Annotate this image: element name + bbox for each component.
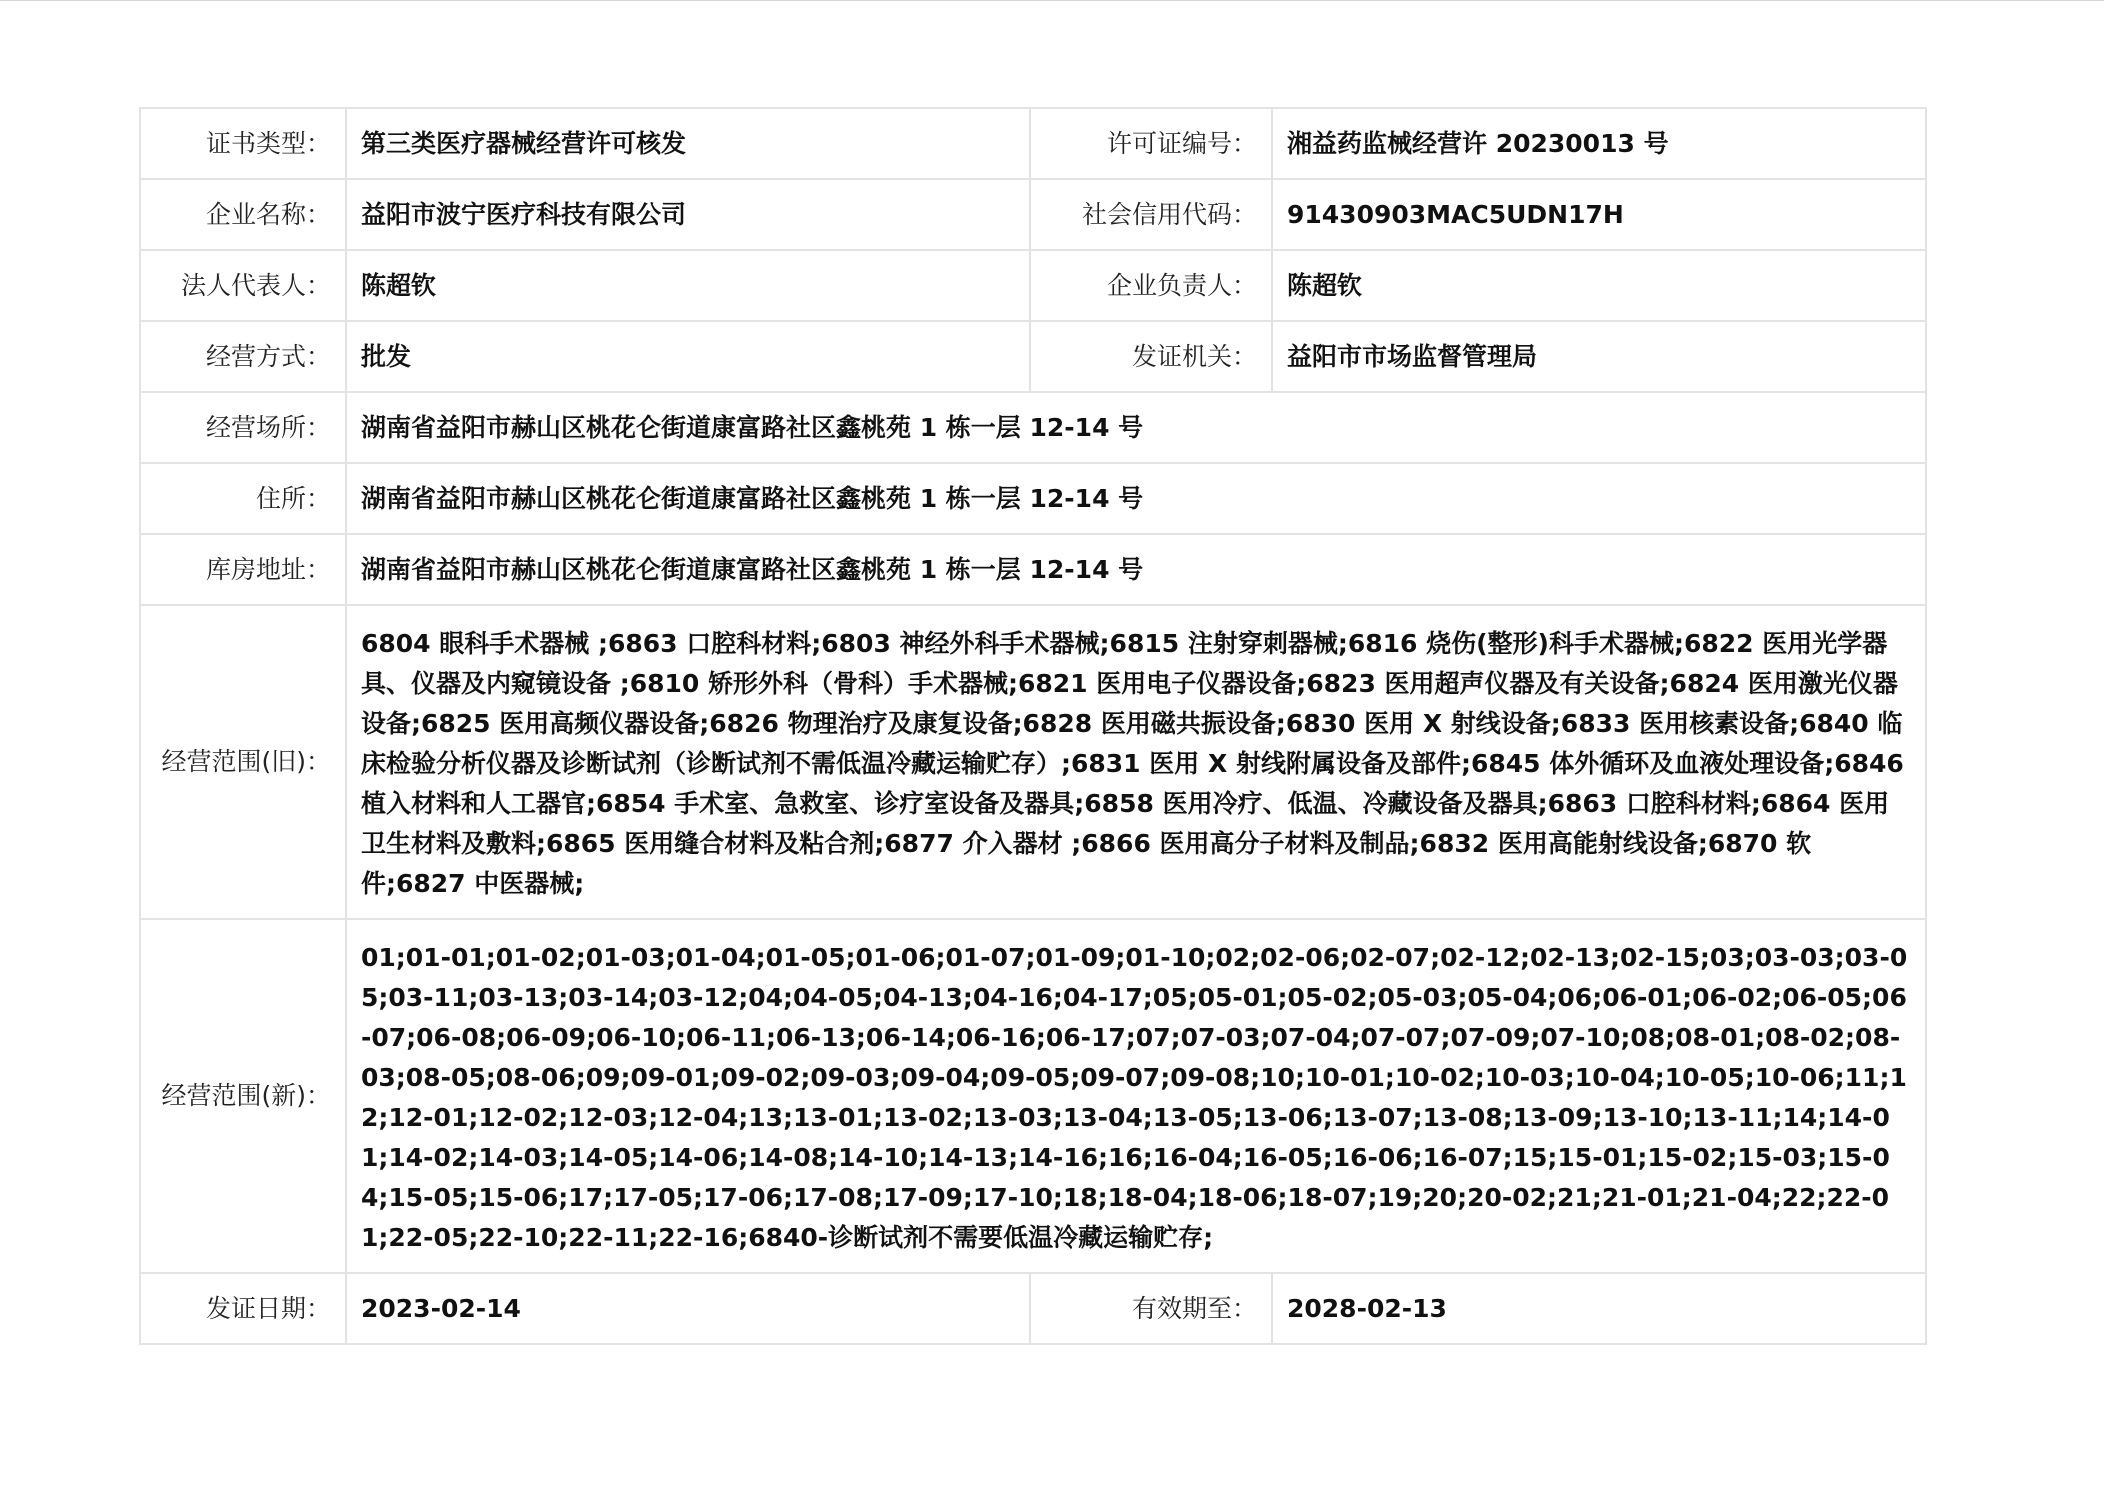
row-mode-authority — [140, 321, 1926, 392]
premises-label: 经营场所： — [140, 392, 346, 463]
issuing-authority-value: 益阳市市场监督管理局 — [1272, 321, 1926, 392]
credit-code-label: 社会信用代码： — [1030, 179, 1272, 250]
row-scope-new — [140, 919, 1926, 1273]
license-number-value: 湘益药监械经营许 20230013 号 — [1272, 108, 1926, 179]
residence-label: 住所： — [140, 463, 346, 534]
row-scope-old — [140, 605, 1926, 919]
company-name-label: 企业名称： — [140, 179, 346, 250]
row-company — [140, 179, 1926, 250]
license-info-table — [139, 107, 1927, 1345]
principal-label: 企业负责人： — [1030, 250, 1272, 321]
row-cert-type — [140, 108, 1926, 179]
warehouse-value: 湖南省益阳市赫山区桃花仑街道康富路社区鑫桃苑 1 栋一层 12-14 号 — [346, 534, 1926, 605]
row-residence — [140, 463, 1926, 534]
scope-old-value: 6804 眼科手术器械 ;6863 口腔科材料;6803 神经外科手术器械;6815 注射穿刺器械;6816 烧伤(整形)科手术器械;6822 医用光学器具、仪器及内窥镜设备 ;6810 矫形外科（骨科）手术器械;6821 医用电子仪器设备;6823 医用超声仪器及有关设备;6824 医用激光仪器设备;6825 医用高频仪器设备;6826 物理治疗及康复设备;6828 医用磁共振设备;6830 医用 X 射线设备;6833 医用核素设备;6840 临床检验分析仪器及诊断试剂（诊断试剂不需低温冷藏运输贮存）;6831 医用 X 射线附属设备及部件;6845 体外循环及血液处理设备;6846 植入材料和人工器官;6854 手术室、急救室、诊疗室设备及器具;6858 医用冷疗、低温、冷藏设备及器具;6863 口腔科材料;6864 医用卫生材料及敷料;6865 医用缝合材料及粘合剂;6877 介入器材 ;6866 医用高分子材料及制品;6832 医用高能射线设备;6870 软件;6827 中医器械; — [346, 605, 1926, 919]
cert-type-label: 证书类型： — [140, 108, 346, 179]
business-mode-value: 批发 — [346, 321, 1030, 392]
row-dates — [140, 1273, 1926, 1344]
residence-value: 湖南省益阳市赫山区桃花仑街道康富路社区鑫桃苑 1 栋一层 12-14 号 — [346, 463, 1926, 534]
valid-until-value: 2028-02-13 — [1272, 1273, 1926, 1344]
credit-code-value: 91430903MAC5UDN17H — [1272, 179, 1926, 250]
license-number-label: 许可证编号： — [1030, 108, 1272, 179]
warehouse-label: 库房地址： — [140, 534, 346, 605]
issue-date-label: 发证日期： — [140, 1273, 346, 1344]
legal-rep-label: 法人代表人： — [140, 250, 346, 321]
company-name-value: 益阳市波宁医疗科技有限公司 — [346, 179, 1030, 250]
legal-rep-value: 陈超钦 — [346, 250, 1030, 321]
scope-old-label: 经营范围(旧)： — [140, 605, 346, 919]
scope-new-value: 01;01-01;01-02;01-03;01-04;01-05;01-06;01-07;01-09;01-10;02;02-06;02-07;02-12;02-13;02-15;03;03-03;03-05;03-11;03-13;03-14;03-12;04;04-05;04-13;04-16;04-17;05;05-01;05-02;05-03;05-04;06;06-01;06-02;06-05;06-07;06-08;06-09;06-10;06-11;06-13;06-14;06-16;06-17;07;07-03;07-04;07-07;07-09;07-10;08;08-01;08-02;08-03;08-05;08-06;09;09-01;09-02;09-03;09-04;09-05;09-07;09-08;10;10-01;10-02;10-03;10-04;10-05;10-06;11;12;12-01;12-02;12-03;12-04;13;13-01;13-02;13-03;13-04;13-05;13-06;13-07;13-08;13-09;13-10;13-11;14;14-01;14-02;14-03;14-05;14-06;14-08;14-10;14-13;14-16;16;16-04;16-05;16-06;16-07;15;15-01;15-02;15-03;15-04;15-05;15-06;17;17-05;17-06;17-08;17-09;17-10;18;18-04;18-06;18-07;19;20;20-02;21;21-01;21-04;22;22-01;22-05;22-10;22-11;22-16;6840-诊断试剂不需要低温冷藏运输贮存; — [346, 919, 1926, 1273]
row-premises — [140, 392, 1926, 463]
row-representatives — [140, 250, 1926, 321]
scope-new-label: 经营范围(新)： — [140, 919, 346, 1273]
page-top-border — [0, 0, 2104, 1]
business-mode-label: 经营方式： — [140, 321, 346, 392]
principal-value: 陈超钦 — [1272, 250, 1926, 321]
cert-type-value: 第三类医疗器械经营许可核发 — [346, 108, 1030, 179]
valid-until-label: 有效期至： — [1030, 1273, 1272, 1344]
issuing-authority-label: 发证机关： — [1030, 321, 1272, 392]
row-warehouse — [140, 534, 1926, 605]
premises-value: 湖南省益阳市赫山区桃花仑街道康富路社区鑫桃苑 1 栋一层 12-14 号 — [346, 392, 1926, 463]
issue-date-value: 2023-02-14 — [346, 1273, 1030, 1344]
